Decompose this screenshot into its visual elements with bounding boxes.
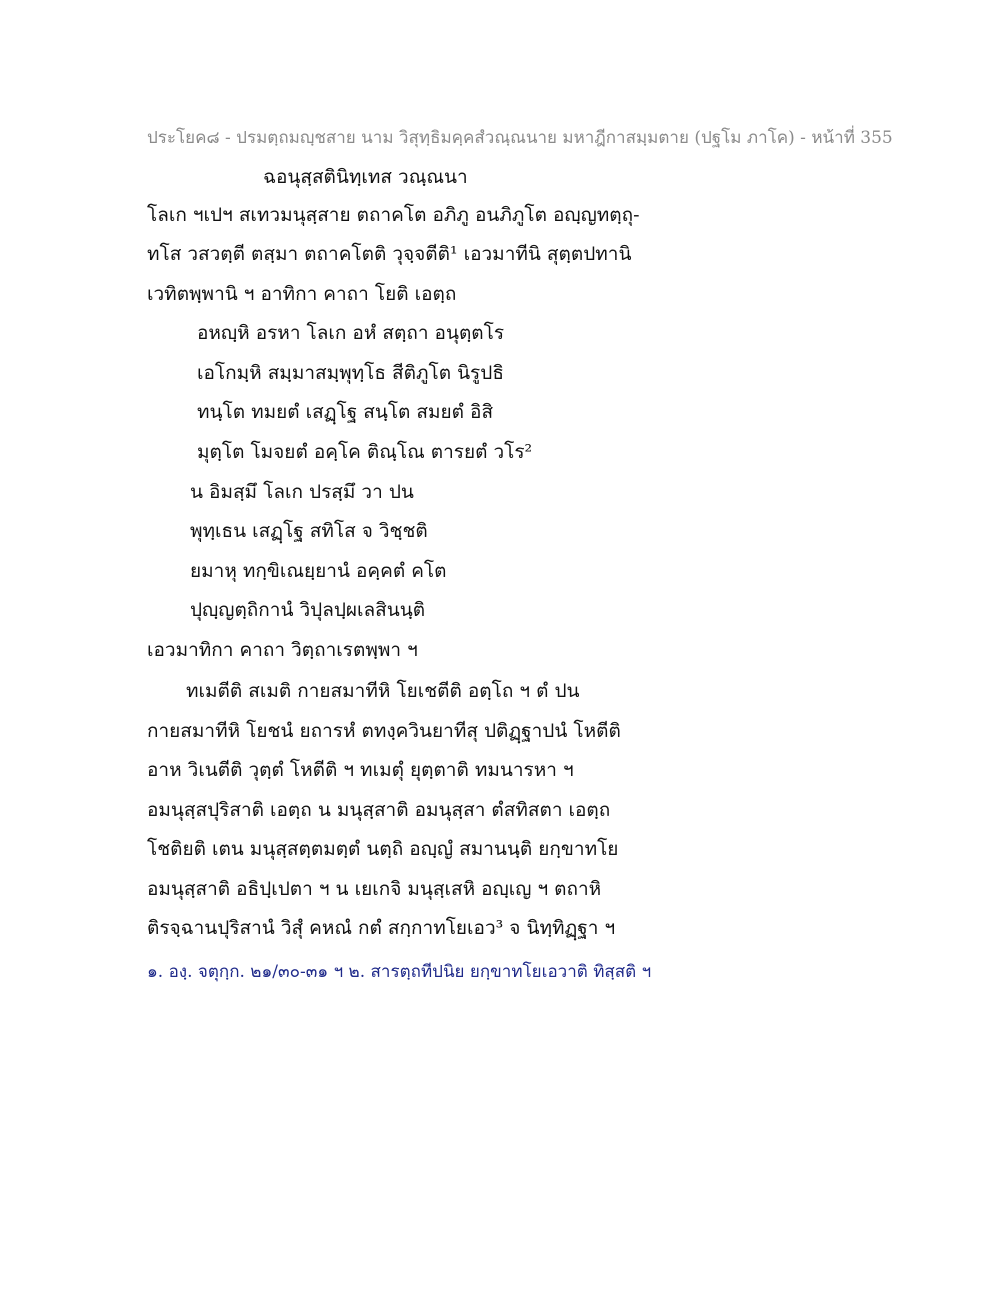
running-header: ประโยค๘ - ปรมตฺถมญฺชสาย นาม วิสุทฺธิมคฺคสํวณฺณนาย มหาฎีกาสมฺมตาย (ปฐโม ภาโค) - หน้าที่ 355 <box>147 128 893 148</box>
verse-line: ยมาหุ ทกฺขิเณยฺยานํ อคฺคตํ คโต <box>190 560 447 582</box>
prose-line: อมนุสฺสาติ อธิปฺเปตา ฯ น เยเกจิ มนุสฺเสหิ อญฺเญ ฯ ตถาหิ <box>147 878 602 900</box>
prose-line: อมนุสฺสปุริสาติ เอตฺถ น มนุสฺสาติ อมนุสฺสา ตํสทิสตา เอตฺถ <box>147 799 611 821</box>
prose-line: ทเมตีติ สเมติ กายสมาทีหิ โยเชตีติ อตฺโถ ฯ ตํ ปน <box>186 680 580 702</box>
prose-line: ติรจฺฉานปุริสานํ วิสุํ คหณํ กตํ สกฺกาทโยเอว³ จ นิทฺทิฏฺฐา ฯ <box>147 917 616 939</box>
verse-line: ทนฺโต ทมยตํ เสฏฺโฐ สนฺโต สมยตํ อิสิ <box>197 401 494 423</box>
verse-line: ปุญฺญตฺถิกานํ วิปุลปฺผเลสินนฺติ <box>190 599 426 621</box>
verse-line: อหญฺหิ อรหา โลเก อหํ สตฺถา อนุตฺตโร <box>197 322 505 344</box>
prose-line: กายสมาทีหิ โยชนํ ยถารหํ ตทงฺควินยาทีสุ ปติฏฺฐาปนํ โหตีติ <box>147 720 621 742</box>
verse-line: มุตฺโต โมจยตํ อคฺโค ติณฺโณ ตารยตํ วโร² <box>197 441 533 463</box>
prose-line: เวทิตพฺพานิ ฯ อาทิกา คาถา โยติ เอตฺถ <box>147 283 457 305</box>
verse-line: น อิมสฺมึ โลเก ปรสฺมึ วา ปน <box>190 481 414 503</box>
prose-line: โลเก ฯเปฯ สเทวมนุสฺสาย ตถาคโต อภิภู อนภิภูโต อญฺญทตฺถุ- <box>147 204 640 226</box>
prose-line: ทโส วสวตฺตี ตสฺมา ตถาคโตติ วุจฺจตีติ¹ เอวมาทีนิ สุตฺตปทานิ <box>147 243 632 265</box>
verse-line: เอโกมฺหิ สมฺมาสมฺพุทฺโธ สีติภูโต นิรูปธิ <box>197 362 504 384</box>
prose-line: เอวมาทิกา คาถา วิตฺถาเรตพฺพา ฯ <box>147 639 418 661</box>
prose-line: อาห วิเนตีติ วุตฺตํ โหตีติ ฯ ทเมตุํ ยุตฺตาติ ทมนารหา ฯ <box>147 759 574 781</box>
verse-line: พุทฺเธน เสฏฺโฐ สทิโส จ วิชฺชติ <box>190 520 428 542</box>
prose-line: โชติยติ เตน มนุสฺสตฺตมตฺตํ นตฺถิ อญฺญํ สมานนฺติ ยกฺขาทโย <box>147 838 619 860</box>
footnote: ๑. องฺ. จตุกฺก. ๒๑/๓๐-๓๑ ฯ ๒. สารตฺถทีปนิย ยกฺขาทโยเอวาติ ทิสฺสติ ฯ <box>147 962 652 982</box>
section-title: ฉอนุสฺสตินิทฺเทส วณฺณนา <box>263 166 468 188</box>
